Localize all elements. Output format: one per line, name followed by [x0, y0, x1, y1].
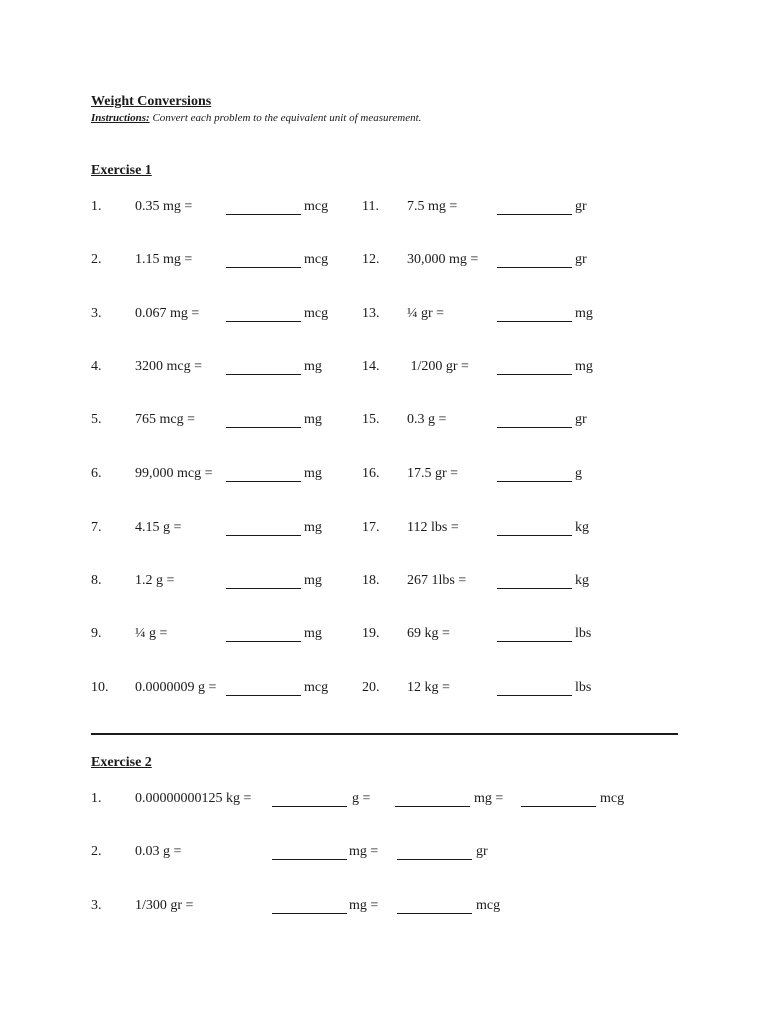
- exercise-1-heading: Exercise 1: [91, 163, 152, 178]
- answer-unit: lbs: [575, 626, 592, 641]
- problem-number: 12.: [362, 252, 380, 267]
- answer-blank[interactable]: [226, 573, 301, 589]
- problem-number: 16.: [362, 466, 380, 481]
- answer-unit: mcg: [304, 252, 329, 267]
- answer-blank[interactable]: [272, 844, 347, 860]
- instructions-label: Instructions:: [91, 112, 150, 124]
- problem-expression: 0.00000000125 kg =: [135, 791, 252, 806]
- problem-expression: 1/300 gr =: [135, 898, 194, 913]
- answer-unit: mg =: [474, 791, 504, 806]
- problem-number: 8.: [91, 573, 102, 588]
- answer-blank[interactable]: [226, 252, 301, 268]
- answer-blank[interactable]: [397, 844, 472, 860]
- answer-blank[interactable]: [226, 466, 301, 482]
- problem-expression: 12 kg =: [407, 680, 450, 695]
- answer-blank[interactable]: [395, 791, 470, 807]
- problem-expression: 3200 mcg =: [135, 359, 202, 374]
- problem-number: 18.: [362, 573, 380, 588]
- problem-expression: 1/200 gr =: [407, 359, 469, 374]
- answer-unit: mcg: [304, 306, 329, 321]
- problem-number: 17.: [362, 520, 380, 535]
- problem-expression: ¼ g =: [135, 626, 168, 641]
- answer-unit: mg =: [349, 898, 379, 913]
- page-title: Weight Conversions: [91, 94, 212, 109]
- instructions-text: Convert each problem to the equivalent unit of measurement.: [152, 112, 422, 124]
- answer-unit: mg: [304, 520, 322, 535]
- answer-unit: g =: [352, 791, 371, 806]
- answer-blank[interactable]: [497, 573, 572, 589]
- problem-expression: 267 1lbs =: [407, 573, 467, 588]
- answer-blank[interactable]: [226, 359, 301, 375]
- answer-unit: lbs: [575, 680, 592, 695]
- problem-expression: 112 lbs =: [407, 520, 459, 535]
- problem-number: 2.: [91, 844, 102, 859]
- answer-unit: mg: [304, 412, 322, 427]
- answer-unit: mg: [304, 359, 322, 374]
- problem-number: 10.: [91, 680, 109, 695]
- problem-number: 20.: [362, 680, 380, 695]
- answer-blank[interactable]: [272, 791, 347, 807]
- problem-number: 7.: [91, 520, 102, 535]
- answer-unit: mg: [304, 626, 322, 641]
- problem-number: 9.: [91, 626, 102, 641]
- answer-blank[interactable]: [497, 466, 572, 482]
- answer-unit: mcg: [476, 898, 501, 913]
- answer-blank[interactable]: [226, 412, 301, 428]
- problem-number: 11.: [362, 199, 379, 214]
- problem-expression: 69 kg =: [407, 626, 450, 641]
- answer-unit: mg =: [349, 844, 379, 859]
- answer-blank[interactable]: [497, 680, 572, 696]
- answer-unit: mcg: [304, 680, 329, 695]
- answer-blank[interactable]: [497, 199, 572, 215]
- answer-blank[interactable]: [521, 791, 596, 807]
- answer-blank[interactable]: [497, 626, 572, 642]
- answer-unit: mcg: [304, 199, 329, 214]
- answer-blank[interactable]: [226, 306, 301, 322]
- problem-number: 6.: [91, 466, 102, 481]
- problem-expression: ¼ gr =: [407, 306, 445, 321]
- problem-expression: 99,000 mcg =: [135, 466, 213, 481]
- answer-blank[interactable]: [497, 412, 572, 428]
- problem-number: 5.: [91, 412, 102, 427]
- answer-blank[interactable]: [497, 359, 572, 375]
- problem-number: 19.: [362, 626, 380, 641]
- answer-blank[interactable]: [226, 199, 301, 215]
- problem-expression: 1.15 mg =: [135, 252, 193, 267]
- answer-unit: mg: [304, 573, 322, 588]
- problem-expression: 1.2 g =: [135, 573, 175, 588]
- problem-expression: 765 mcg =: [135, 412, 195, 427]
- answer-blank[interactable]: [397, 898, 472, 914]
- answer-blank[interactable]: [226, 680, 301, 696]
- answer-unit: mg: [575, 359, 593, 374]
- section-divider: [91, 733, 678, 735]
- answer-unit: mcg: [600, 791, 625, 806]
- answer-blank[interactable]: [272, 898, 347, 914]
- problem-expression: 0.03 g =: [135, 844, 182, 859]
- problem-number: 15.: [362, 412, 380, 427]
- problem-number: 3.: [91, 898, 102, 913]
- problem-expression: 0.3 g =: [407, 412, 447, 427]
- answer-blank[interactable]: [226, 520, 301, 536]
- problem-number: 14.: [362, 359, 380, 374]
- answer-blank[interactable]: [226, 626, 301, 642]
- answer-unit: gr: [575, 199, 587, 214]
- problem-number: 4.: [91, 359, 102, 374]
- answer-unit: mg: [575, 306, 593, 321]
- problem-expression: 0.35 mg =: [135, 199, 193, 214]
- problem-number: 13.: [362, 306, 380, 321]
- problem-number: 1.: [91, 791, 102, 806]
- answer-unit: g: [575, 466, 582, 481]
- answer-unit: mg: [304, 466, 322, 481]
- answer-unit: gr: [575, 412, 587, 427]
- answer-blank[interactable]: [497, 520, 572, 536]
- problem-expression: 7.5 mg =: [407, 199, 458, 214]
- problem-expression: 17.5 gr =: [407, 466, 459, 481]
- problem-expression: 4.15 g =: [135, 520, 182, 535]
- problem-number: 1.: [91, 199, 102, 214]
- problem-expression: 30,000 mg =: [407, 252, 479, 267]
- problem-expression: 0.0000009 g =: [135, 680, 217, 695]
- problem-expression: 0.067 mg =: [135, 306, 200, 321]
- answer-unit: kg: [575, 520, 589, 535]
- answer-blank[interactable]: [497, 252, 572, 268]
- answer-unit: gr: [476, 844, 488, 859]
- answer-unit: gr: [575, 252, 587, 267]
- exercise-2-heading: Exercise 2: [91, 755, 152, 770]
- problem-number: 2.: [91, 252, 102, 267]
- problem-number: 3.: [91, 306, 102, 321]
- instructions: [91, 112, 421, 124]
- answer-unit: kg: [575, 573, 589, 588]
- answer-blank[interactable]: [497, 306, 572, 322]
